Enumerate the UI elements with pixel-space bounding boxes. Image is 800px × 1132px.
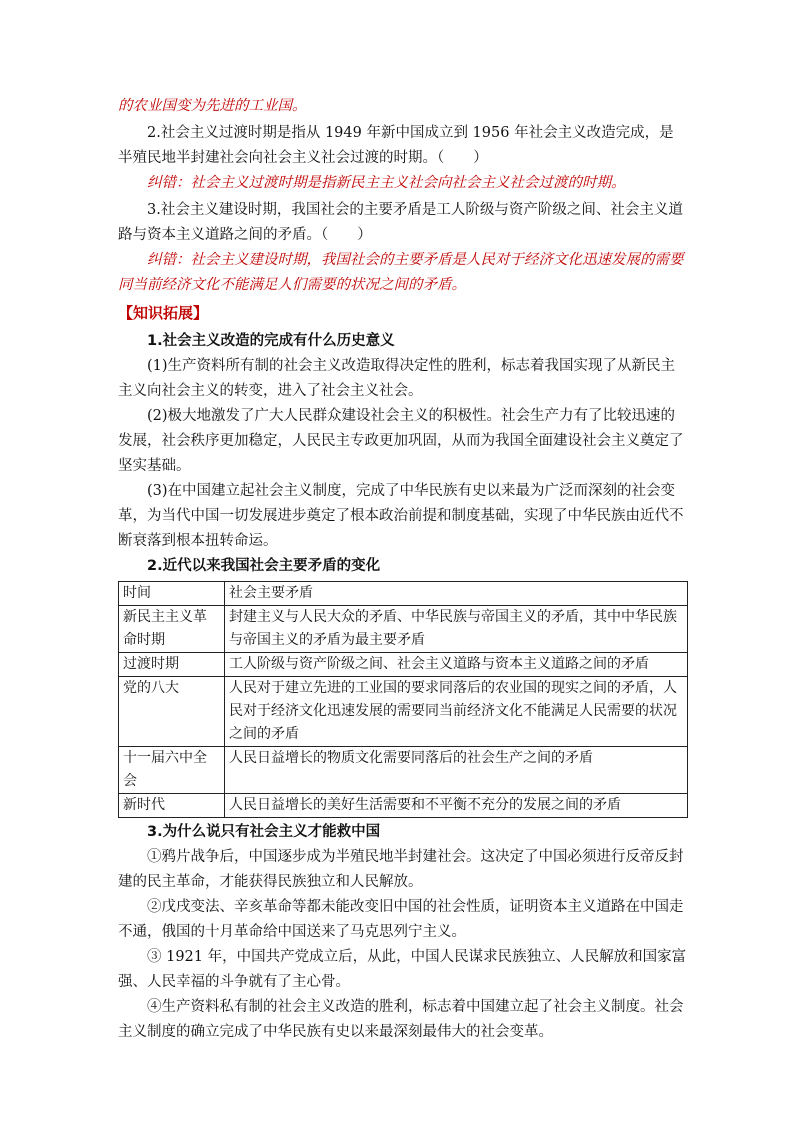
topic-3-point-4: ④生产资料私有制的社会主义改造的胜利，标志着中国建立起了社会主义制度。社会主义制度的确立完成了中华民族有史以来最深刻最伟大的社会变革。 <box>118 999 684 1040</box>
table-row <box>119 794 688 818</box>
table-cell-contradiction: 人民日益增长的物质文化需要同落后的社会生产之间的矛盾 <box>225 747 688 794</box>
statement-2: 2.社会主义过渡时期是指从 1949 年新中国成立到 1956 年社会主义改造完成，是半殖民地半封建社会向社会主义社会过渡的时期。（ ） <box>118 125 674 166</box>
table-row <box>119 677 688 747</box>
topic-2-heading: 2.近代以来我国社会主要矛盾的变化 <box>147 558 381 574</box>
topic-1-heading: 1.社会主义改造的完成有什么历史意义 <box>147 333 395 349</box>
table-header-cell: 时间 <box>119 582 225 606</box>
table-cell-period: 党的八大 <box>119 677 225 747</box>
correction-continuation: 的农业国变为先进的工业国。 <box>118 98 307 114</box>
topic-3-point-3: ③ 1921 年，中国共产党成立后，从此，中国人民谋求民族独立、人民解放和国家富强、人民幸福的斗争就有了主心骨。 <box>118 949 687 990</box>
document-body <box>118 94 688 1045</box>
topic-1-paragraph-2: (2)极大地激发了广大人民群众建设社会主义的积极性。社会生产力有了比较迅速的发展，社会秩序更加稳定，人民民主专政更加巩固，从而为我国全面建设社会主义奠定了坚实基础。 <box>118 408 684 474</box>
correction-2: 纠错：社会主义过渡时期是指新民主主义社会向社会主义社会过渡的时期。 <box>147 175 626 191</box>
table-cell-contradiction: 工人阶级与资产阶级之间、社会主义道路与资本主义道路之间的矛盾 <box>225 653 688 677</box>
table-header-row <box>119 582 688 606</box>
table-cell-contradiction: 人民对于建立先进的工业国的要求同落后的农业国的现实之间的矛盾，人民对于经济文化迅速发展的需要同当前经济文化不能满足人民需要的状况之间的矛盾 <box>225 677 688 747</box>
table-cell-contradiction: 封建主义与人民大众的矛盾、中华民族与帝国主义的矛盾，其中中华民族与帝国主义的矛盾为最主要矛盾 <box>225 606 688 653</box>
topic-3-point-2: ②戊戌变法、辛亥革命等都未能改变旧中国的社会性质，证明资本主义道路在中国走不通，俄国的十月革命给中国送来了马克思列宁主义。 <box>118 899 684 940</box>
table-cell-contradiction: 人民日益增长的美好生活需要和不平衡不充分的发展之间的矛盾 <box>225 794 688 818</box>
table-row <box>119 606 688 653</box>
contradictions-table <box>118 581 688 818</box>
table-cell-period: 过渡时期 <box>119 653 225 677</box>
table-header-cell: 社会主要矛盾 <box>225 582 688 606</box>
section-title: 【知识拓展】 <box>118 304 209 322</box>
table-row <box>119 747 688 794</box>
table-row <box>119 653 688 677</box>
topic-3-point-1: ①鸦片战争后，中国逐步成为半殖民地半封建社会。这决定了中国必须进行反帝反封建的民主革命，才能获得民族独立和人民解放。 <box>118 849 684 890</box>
correction-3: 纠错：社会主义建设时期，我国社会的主要矛盾是人民对于经济文化迅速发展的需要同当前经济文化不能满足人们需要的状况之间的矛盾。 <box>118 252 684 293</box>
table-cell-period: 新时代 <box>119 794 225 818</box>
table-cell-period: 新民主主义革命时期 <box>119 606 225 653</box>
statement-3: 3.社会主义建设时期，我国社会的主要矛盾是工人阶级与资产阶级之间、社会主义道路与资本主义道路之间的矛盾。（ ） <box>118 202 683 243</box>
topic-1-paragraph-3: (3)在中国建立起社会主义制度，完成了中华民族有史以来最为广泛而深刻的社会变革，为当代中国一切发展进步奠定了根本政治前提和制度基础，实现了中华民族由近代不断衰落到根本扭转命运。 <box>118 483 684 549</box>
topic-1-paragraph-1: (1)生产资料所有制的社会主义改造取得决定性的胜利，标志着我国实现了从新民主主义向社会主义的转变，进入了社会主义社会。 <box>118 358 676 399</box>
topic-3-heading: 3.为什么说只有社会主义才能救中国 <box>147 824 381 840</box>
table-cell-period: 十一届六中全会 <box>119 747 225 794</box>
